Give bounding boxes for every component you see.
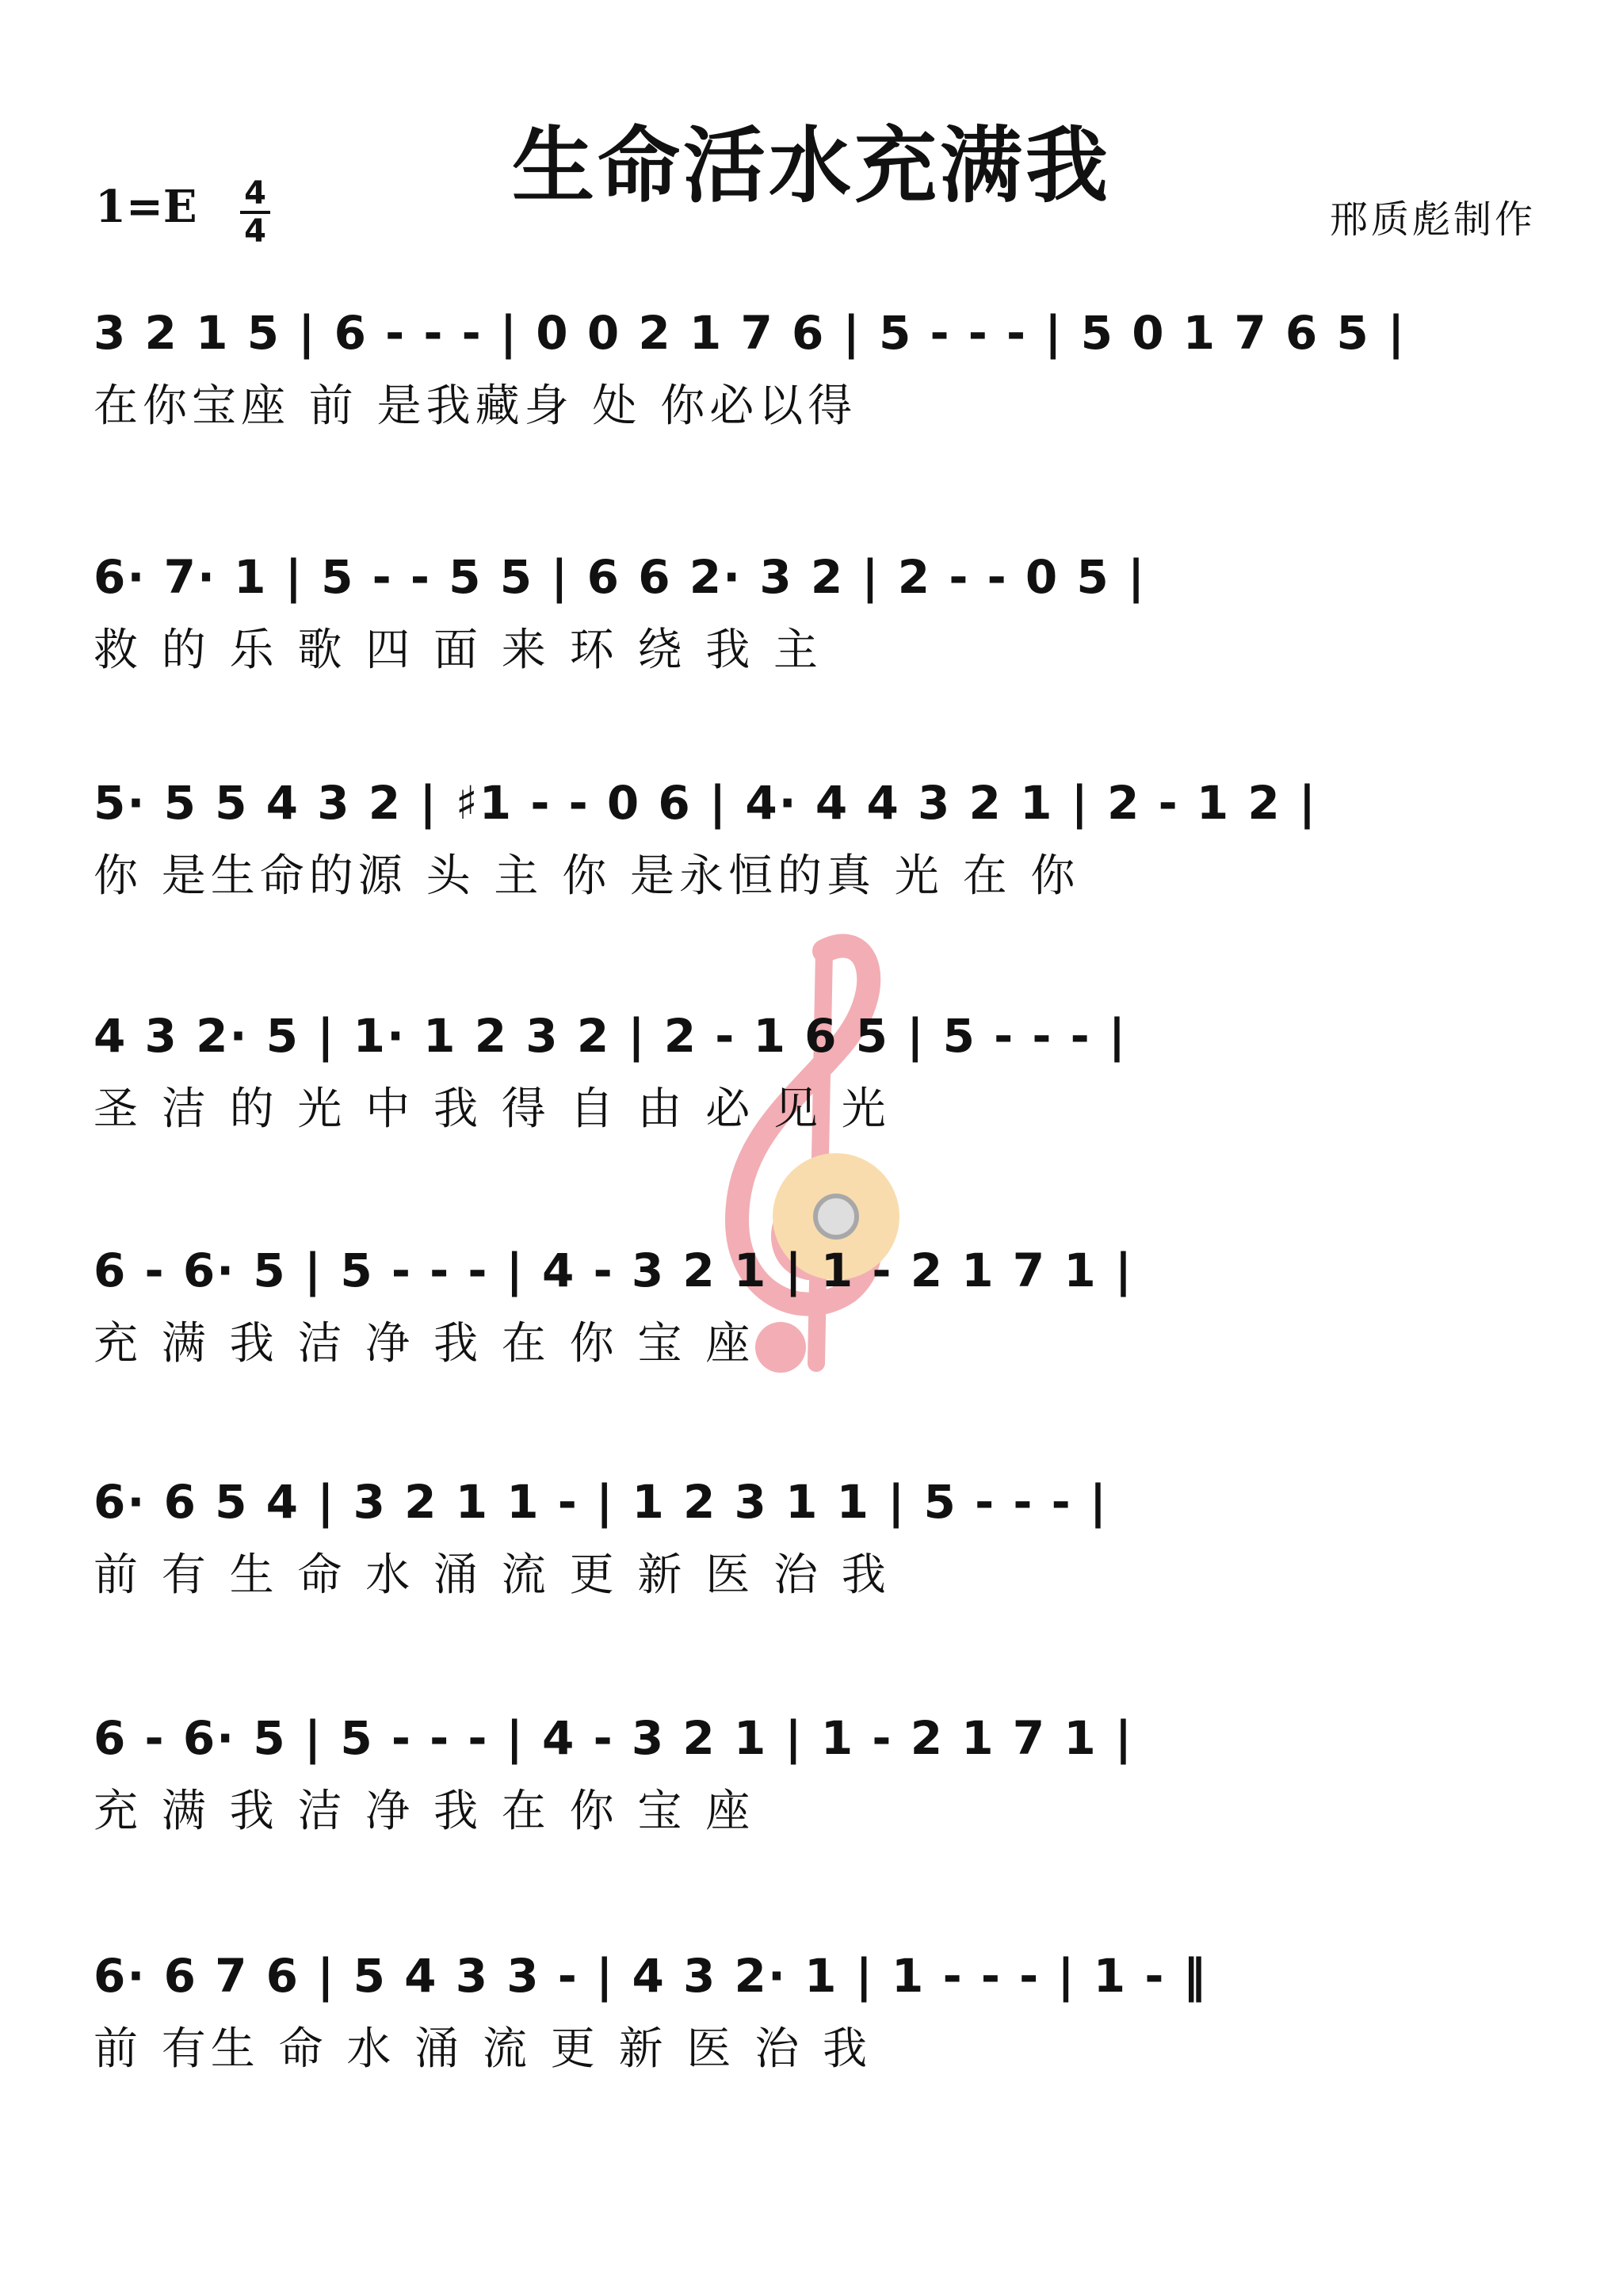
score-line-6 bbox=[0, 1466, 1623, 1625]
music-notation: 6· 6 5 4 | 3 2 1 1 - | 1 2 3 1 1 | 5 - - - | bbox=[94, 1475, 1109, 1529]
score-line-5 bbox=[0, 1235, 1623, 1393]
score-line-7 bbox=[0, 1702, 1623, 1861]
lyrics: 前 有 生 命 水 涌 流 更 新 医 治 我 bbox=[94, 1549, 891, 1601]
time-numerator: 4 bbox=[244, 175, 266, 212]
music-notation: 6 - 6· 5 | 5 - - - | 4 - 3 2 1 | 1 - 2 1 7 1 | bbox=[94, 1244, 1134, 1297]
song-title: 生命活水充满我 bbox=[511, 117, 1111, 214]
score-line-1 bbox=[0, 297, 1623, 456]
score-line-2 bbox=[0, 541, 1623, 700]
lyrics: 在你宝座 前 是我藏身 处 你必以得 bbox=[94, 380, 857, 432]
music-notation: 6· 7· 1 | 5 - - 5 5 | 6 6 2· 3 2 | 2 - - 0 5 | bbox=[94, 550, 1147, 604]
lyrics: 你 是生命的源 头 主 你 是永恒的真 光 在 你 bbox=[94, 850, 1080, 902]
author-credit: 邢质彪制作 bbox=[1329, 197, 1536, 242]
music-notation: 5· 5 5 4 3 2 | ♯1 - - 0 6 | 4· 4 4 3 2 1 | 2 - 1 2 | bbox=[94, 776, 1318, 830]
score-line-8 bbox=[0, 1940, 1623, 2099]
time-denominator: 4 bbox=[244, 213, 266, 250]
music-notation: 6 - 6· 5 | 5 - - - | 4 - 3 2 1 | 1 - 2 1 7 1 | bbox=[94, 1711, 1134, 1765]
time-signature bbox=[238, 176, 273, 249]
lyrics: 充 满 我 洁 净 我 在 你 宝 座 bbox=[94, 1318, 755, 1370]
lyrics: 充 满 我 洁 净 我 在 你 宝 座 bbox=[94, 1786, 755, 1837]
music-notation: 4 3 2· 5 | 1· 1 2 3 2 | 2 - 1 6 5 | 5 - - - | bbox=[94, 1009, 1128, 1063]
lyrics: 圣 洁 的 光 中 我 得 自 由 必 见 光 bbox=[94, 1083, 891, 1135]
lyrics: 救 的 乐 歌 四 面 来 环 绕 我 主 bbox=[94, 625, 823, 676]
lyrics: 前 有生 命 水 涌 流 更 新 医 治 我 bbox=[94, 2023, 873, 2075]
music-notation: 6· 6 7 6 | 5 4 3 3 - | 4 3 2· 1 | 1 - - - | 1 - ‖ bbox=[94, 1949, 1208, 2003]
score-line-4 bbox=[0, 1000, 1623, 1159]
key-signature: 1=E bbox=[95, 181, 197, 233]
score-line-3 bbox=[0, 767, 1623, 926]
music-notation: 3 2 1 5 | 6 - - - | 0 0 2 1 7 6 | 5 - - - | 5 0 1 7 6 5 | bbox=[94, 306, 1407, 360]
